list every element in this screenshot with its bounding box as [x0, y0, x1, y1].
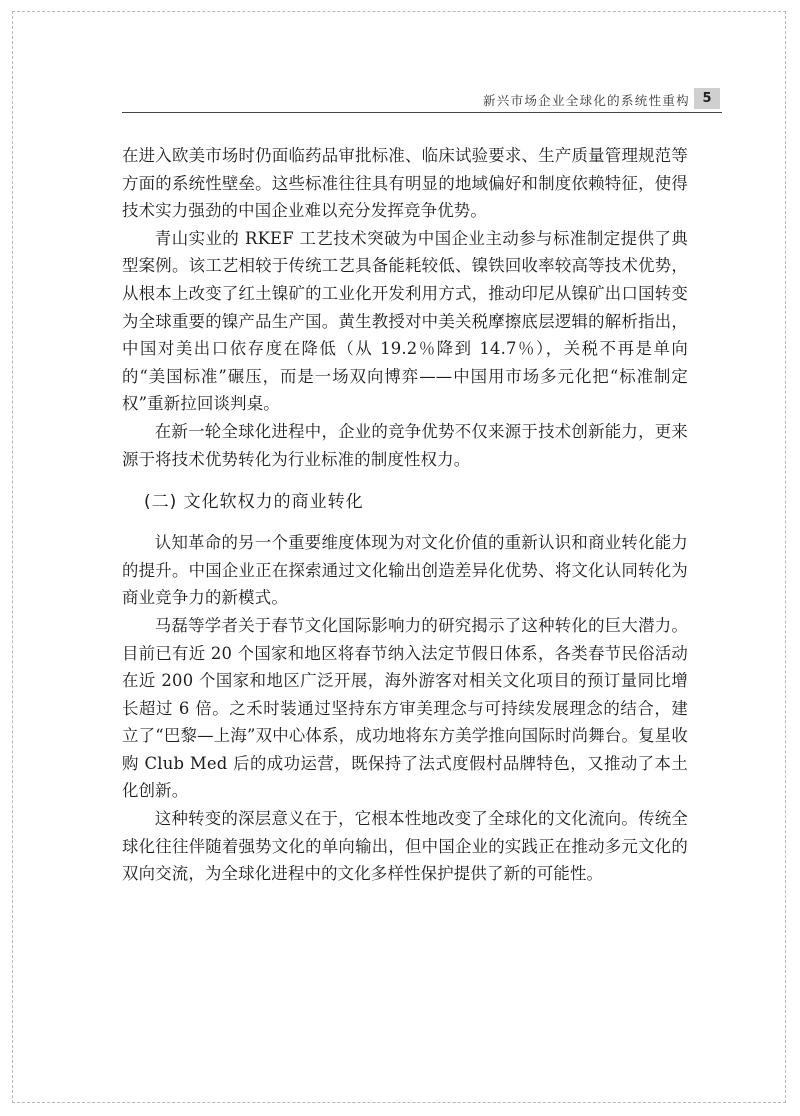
page-number: 5 — [694, 88, 720, 109]
body-content — [122, 142, 688, 888]
paragraph-2: 青山实业的 RKEF 工艺技术突破为中国企业主动参与标准制定提供了典型案例。该工艺相较于传统工艺具备能耗较低、镍铁回收率较高等技术优势，从根本上改变了红土镍矿的工业化开发利用方式，推动印尼从镍矿出口国转变为全球重要的镍产品生产国。黄生教授对中美关税摩擦底层逻辑的解析指出，中国对美出口依存度在降低（从 19.2％降到 14.7％），关税不再是单向的“美国标准”碾压，而是一场双向博弈——中国用市场多元化把“标准制定权”重新拉回谈判桌。 — [122, 228, 688, 414]
header-rule — [122, 112, 722, 113]
section-heading: (二) 文化软权力的商业转化 — [144, 492, 364, 513]
paragraph-3: 在新一轮全球化进程中，企业的竞争优势不仅来源于技术创新能力，更来源于将技术优势转化为行业标准的制度性权力。 — [122, 421, 688, 469]
paragraph-6: 这种转变的深层意义在于，它根本性地改变了全球化的文化流向。传统全球化往往伴随着强势文化的单向输出，但中国企业的实践正在推动多元文化的双向交流，为全球化进程中的文化多样性保护提供了新的可能性。 — [122, 809, 688, 884]
paragraph-4: 认知革命的另一个重要维度体现为对文化价值的重新认识和商业转化能力的提升。中国企业正在探索通过文化输出创造差异化优势、将文化认同转化为商业竞争力的新模式。 — [122, 533, 688, 608]
running-header — [0, 0, 800, 120]
paragraph-5: 马磊等学者关于春节文化国际影响力的研究揭示了这种转化的巨大潜力。目前已有近 20 个国家和地区将春节纳入法定节假日体系，各类春节民俗活动在近 200 个国家和地区广泛开展，海外游客对相关文化项目的预订量同比增长超过 6 倍。之禾时装通过坚持东方审美理念与可持续发展理念的结合，建立了“巴黎—上海”双中心体系，成功地将东方美学推向国际时尚舞台。复星收购 Club Med 后的成功运营，既保持了法式度假村品牌特色，又推动了本土化创新。 — [122, 615, 688, 801]
paragraph-1: 在进入欧美市场时仍面临药品审批标准、临床试验要求、生产质量管理规范等方面的系统性壁垒。这些标准往往具有明显的地域偏好和制度依赖特征，使得技术实力强劲的中国企业难以充分发挥竞争优势。 — [122, 146, 688, 221]
header-title: 新兴市场企业全球化的系统性重构 — [482, 93, 690, 108]
